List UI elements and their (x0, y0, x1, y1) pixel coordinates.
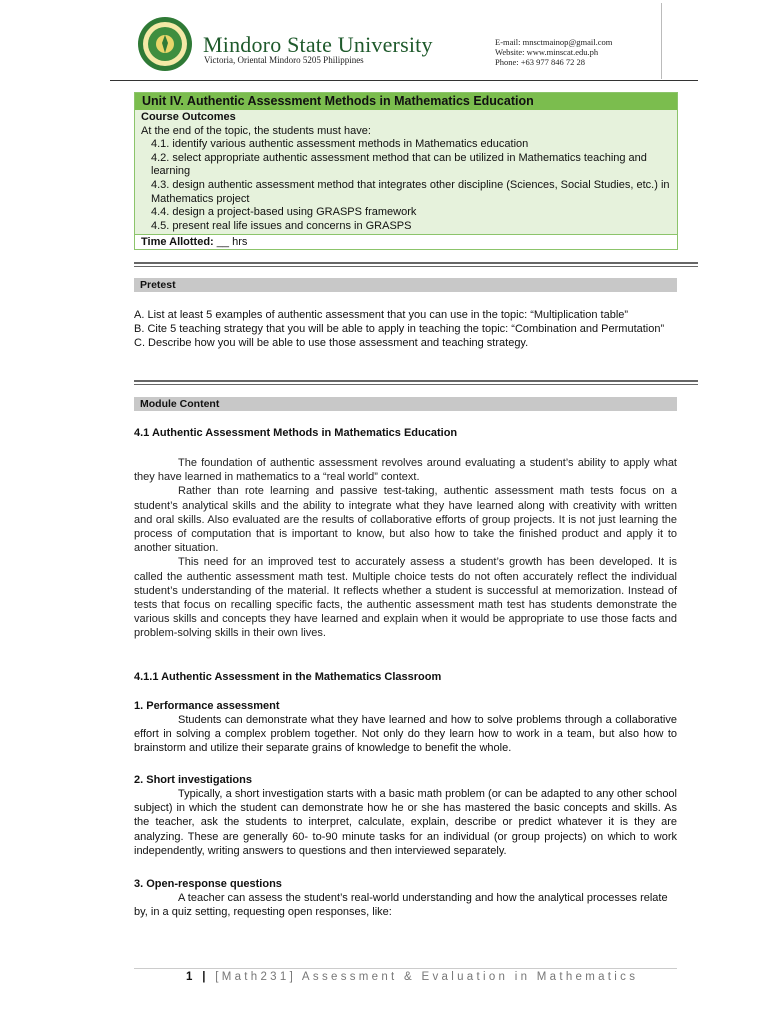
item-text: Students can demonstrate what they have learned and how to solve problems through a collaborative effort in solving a complex problem together. Not only do they learn how to work in a team, but also how to brainstorm and utilize their separate grains of knowledge to benefit the whole. (134, 714, 677, 755)
time-allotted-value: __ hrs (213, 236, 248, 248)
page-footer (186, 971, 638, 983)
contact-phone: Phone: +63 977 846 72 28 (495, 57, 586, 67)
contact-block (495, 37, 612, 67)
pretest-item: A. List at least 5 examples of authentic assessment that you can use in the topic: “Multiplication table” (134, 309, 629, 321)
footer-course: [Math231] Assessment & Evaluation in Mathematics (215, 971, 639, 983)
paragraph: This need for an improved test to accurately assess a student’s growth has been developed. It is called the authentic assessment math test. Multiple choice tests do not often accurately reflect the individual student’s understanding of the material. It reflects whether a student is successful at memorization. Instead of tests that focus on recalling specific facts, the authentic assessment math test has students demonstrate the various skills and concepts they have learned and explain when it would be appropriate to use those facts and problem-solving skills in their own lives. (134, 556, 677, 640)
university-seal-icon (134, 16, 196, 72)
footer-separator: | (195, 971, 216, 983)
item-title: 1. Performance assessment (134, 700, 280, 712)
paragraph: Rather than rote learning and passive test-taking, authentic assessment math tests focus on a student’s analytical skills and the ability to integrate what they have learned along with creativity with written and oral skills. Also evaluated are the results of collaborative efforts of group projects. It is not just learning the process of computation that is important to know, but also how to take the finished product and apply it to another situation. (134, 485, 677, 555)
outcome-item: 4.3. design authentic assessment method that integrates other discipline (Sciences, Social Studies, etc.) in Mathematics project (151, 178, 670, 205)
section-separator (134, 262, 698, 267)
unit-title: Unit IV. Authentic Assessment Methods in Mathematics Education (135, 93, 677, 110)
section-title: 4.1 Authentic Assessment Methods in Mathematics Education (134, 427, 458, 439)
footer-divider (134, 968, 677, 969)
section-separator (134, 380, 698, 385)
item-title: 2. Short investigations (134, 774, 252, 786)
item-text: A teacher can assess the student’s real-world understanding and how the analytical processes relate by, in a quiz setting, requesting open responses, like: (134, 892, 668, 919)
item-title: 3. Open-response questions (134, 878, 282, 890)
page-number: 1 (186, 971, 196, 983)
contact-website: Website: www.minscat.edu.ph (495, 47, 599, 57)
pretest-list (134, 308, 677, 351)
header-divider-vertical (661, 3, 662, 79)
pretest-heading: Pretest (134, 278, 677, 292)
header-divider (110, 80, 698, 81)
university-name: Mindoro State University (203, 32, 433, 57)
subsection-title: 4.1.1 Authentic Assessment in the Mathematics Classroom (134, 671, 442, 683)
university-address: Victoria, Oriental Mindoro 5205 Philippines (204, 55, 364, 65)
outcome-item: 4.5. present real life issues and concerns in GRASPS (151, 219, 412, 232)
paragraph: The foundation of authentic assessment revolves around evaluating a student’s ability to apply what they have learned in mathematics to a “real world” context. (134, 457, 677, 484)
contact-email: E-mail: mnsctmainop@gmail.com (495, 37, 613, 47)
item-text: Typically, a short investigation starts with a basic math problem (or can be adapted to any other school subject) in which the student can demonstrate how he or she has mastered the basic concepts and skills. As the teacher, ask the students to interpret, calculate, explain, describe or predict whatever it is they are analyzing. These are generally 60- to-90 minute tasks for an individual (or group projects) on which to work independently, writing answers to questions and then interviewed separately. (134, 788, 677, 857)
time-allotted (135, 234, 677, 249)
outcome-item: 4.4. design a project-based using GRASPS framework (151, 206, 417, 219)
outcomes-body (141, 111, 671, 233)
pretest-item: B. Cite 5 teaching strategy that you will be able to apply in teaching the topic: “Combination and Permutation” (134, 323, 665, 336)
outcome-item: 4.1. identify various authentic assessment methods in Mathematics education (151, 138, 529, 151)
outcome-item: 4.2. select appropriate authentic assessment method that can be utilized in Mathematics teaching and learning (151, 151, 647, 178)
course-outcomes-box (134, 92, 678, 250)
module-content-heading: Module Content (134, 397, 677, 411)
outcomes-heading: Course Outcomes (141, 111, 236, 123)
outcomes-intro: At the end of the topic, the students must have: (141, 124, 371, 137)
pretest-item: C. Describe how you will be able to use those assessment and teaching strategy. (134, 337, 529, 350)
time-allotted-label: Time Allotted: (141, 236, 214, 248)
module-paragraphs (134, 456, 677, 641)
